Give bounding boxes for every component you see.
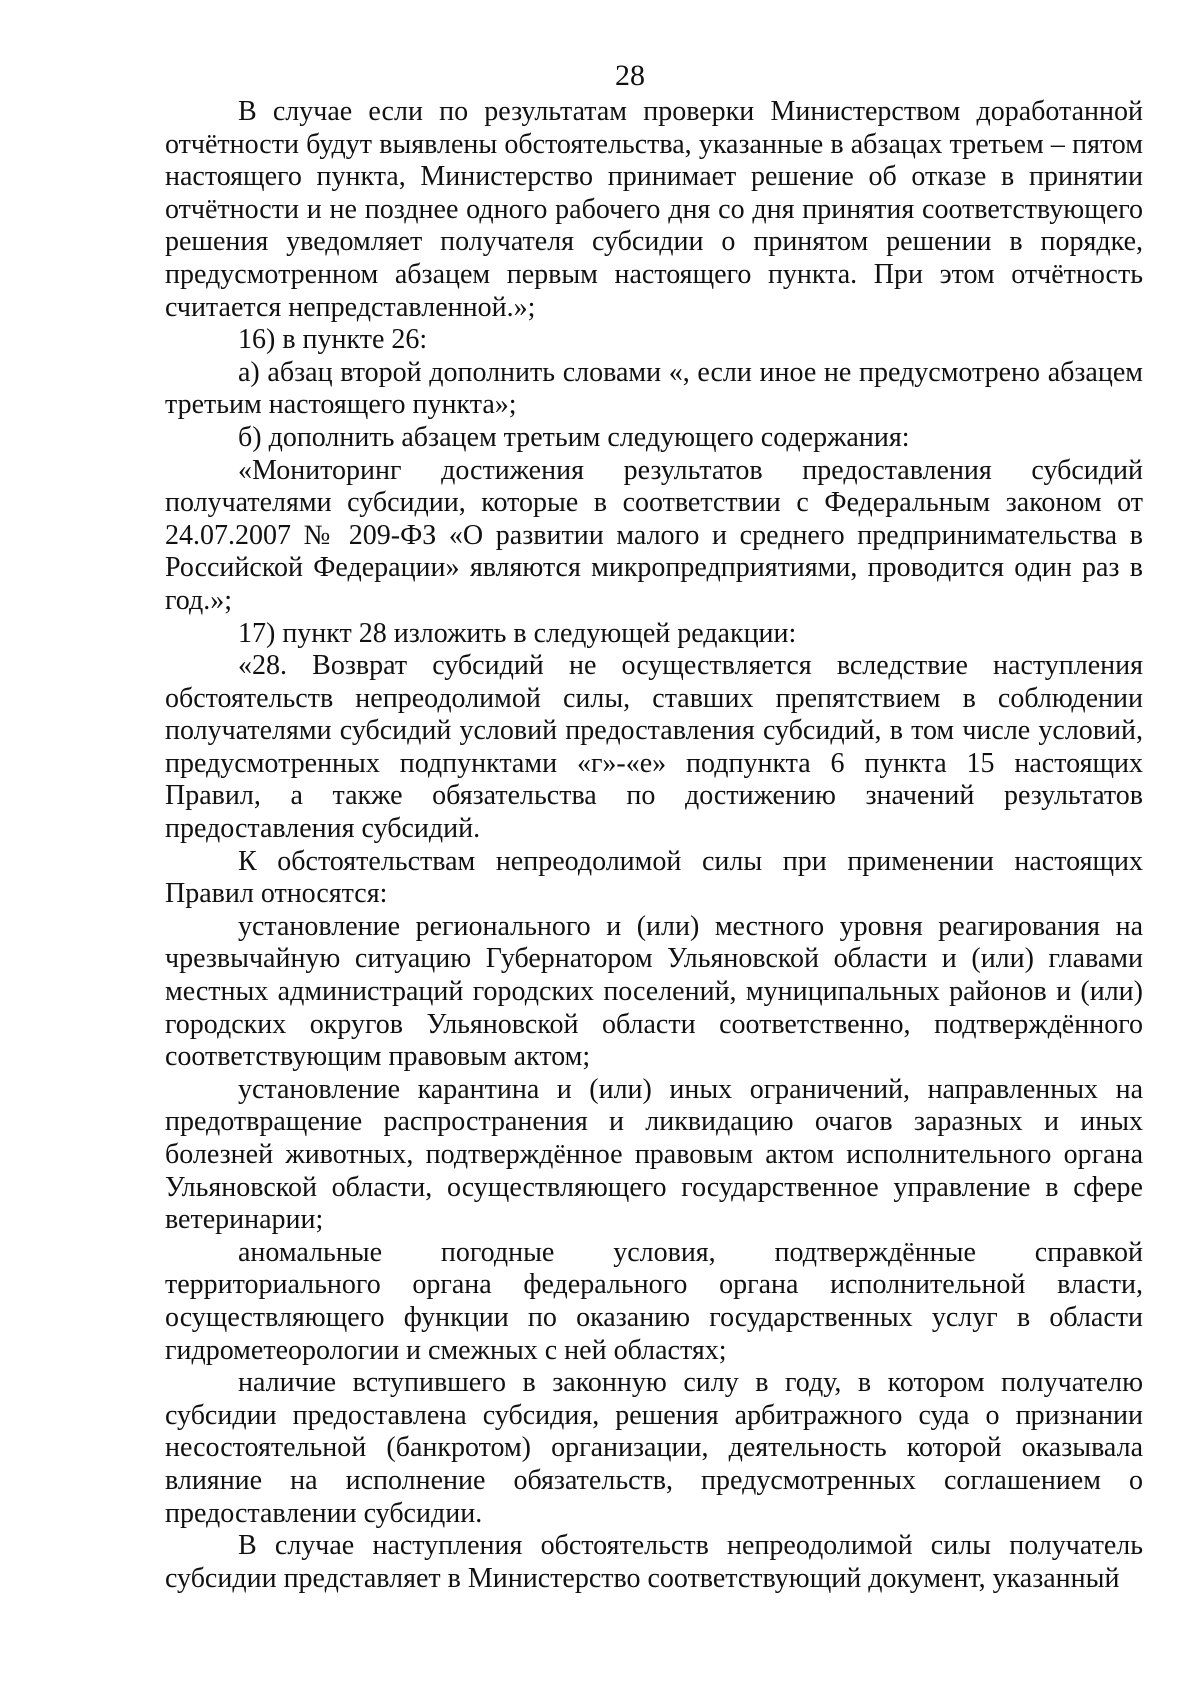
paragraph-report-rejection: В случае если по результатам проверки Министерством доработанной отчётности будут выявлены обстоятельства, указанные в абзацах третьем – пятом настоящего пункта, Министерство принимает решение об отказе в принятии отчётности и не позднее одного рабочего дня со дня принятия соответствующего решения уведомляет получателя субсидии о принятом решении в порядке, предусмотренном абзацем первым настоящего пункта. При этом отчётность считается непредставленной.»; <box>165 96 1143 323</box>
paragraph-item-16: 16) в пункте 26: <box>238 324 428 356</box>
paragraph-item-16-a: а) абзац второй дополнить словами «, если иное не предусмотрено абзацем третьим настоящего пункта»; <box>165 356 1143 421</box>
paragraph-quarantine: установление карантина и (или) иных ограничений, направленных на предотвращение распространения и ликвидацию очагов заразных и иных болезней животных, подтверждённое правовым актом исполнительного органа Ульяновской области, осуществляющего государственное управление в сфере ветеринарии; <box>165 1073 1143 1236</box>
paragraph-item-16-b: б) дополнить абзацем третьим следующего содержания: <box>238 421 910 453</box>
paragraph-emergency-response: установление регионального и (или) местного уровня реагирования на чрезвычайную ситуацию Губернатором Ульяновской области и (или) главами местных администраций городских поселений, муниципальных районов и (или) городских округов Ульяновской области соответственно, подтверждённого соответствующим правовым актом; <box>165 910 1143 1073</box>
page-number: 28 <box>615 59 645 92</box>
document-body <box>165 96 1143 1595</box>
paragraph-clause-28: «28. Возврат субсидий не осуществляется вследствие наступления обстоятельств непреодолимой силы, ставших препятствием в соблюдении получателями субсидий условий предоставления субсидий, в том числе условий, предусмотренных подпунктами «г»-«е» подпункта 6 пункта 15 настоящих Правил, а также обязательства по достижению значений результатов предоставления субсидий. <box>165 650 1143 845</box>
paragraph-document-submission: В случае наступления обстоятельств непреодолимой силы получатель субсидии представляет в Министерство соответствующий документ, указанный <box>165 1530 1143 1594</box>
paragraph-monitoring: «Мониторинг достижения результатов предоставления субсидий получателями субсидии, которые в соответствии с Федеральным законом от 24.07.2007 № 209-ФЗ «О развитии малого и среднего предпринимательства в Российской Федерации» являются микропредприятиями, проводится один раз в год.»; <box>165 454 1143 616</box>
paragraph-force-majeure-intro: К обстоятельствам непреодолимой силы при применении настоящих Правил относятся: <box>165 845 1143 910</box>
paragraph-bankruptcy: наличие вступившего в законную силу в году, в котором получателю субсидии предоставлена субсидия, решения арбитражного суда о признании несостоятельной (банкротом) организации, деятельность которой оказывала влияние на исполнение обязательств, предусмотренных соглашением о предоставлении субсидии. <box>165 1367 1143 1529</box>
paragraph-weather: аномальные погодные условия, подтверждённые справкой территориального органа федерального органа исполнительной власти, осуществляющего функции по оказанию государственных услуг в области гидрометеорологии и смежных с ней областях; <box>165 1236 1143 1366</box>
paragraph-item-17: 17) пункт 28 изложить в следующей редакции: <box>238 617 797 649</box>
